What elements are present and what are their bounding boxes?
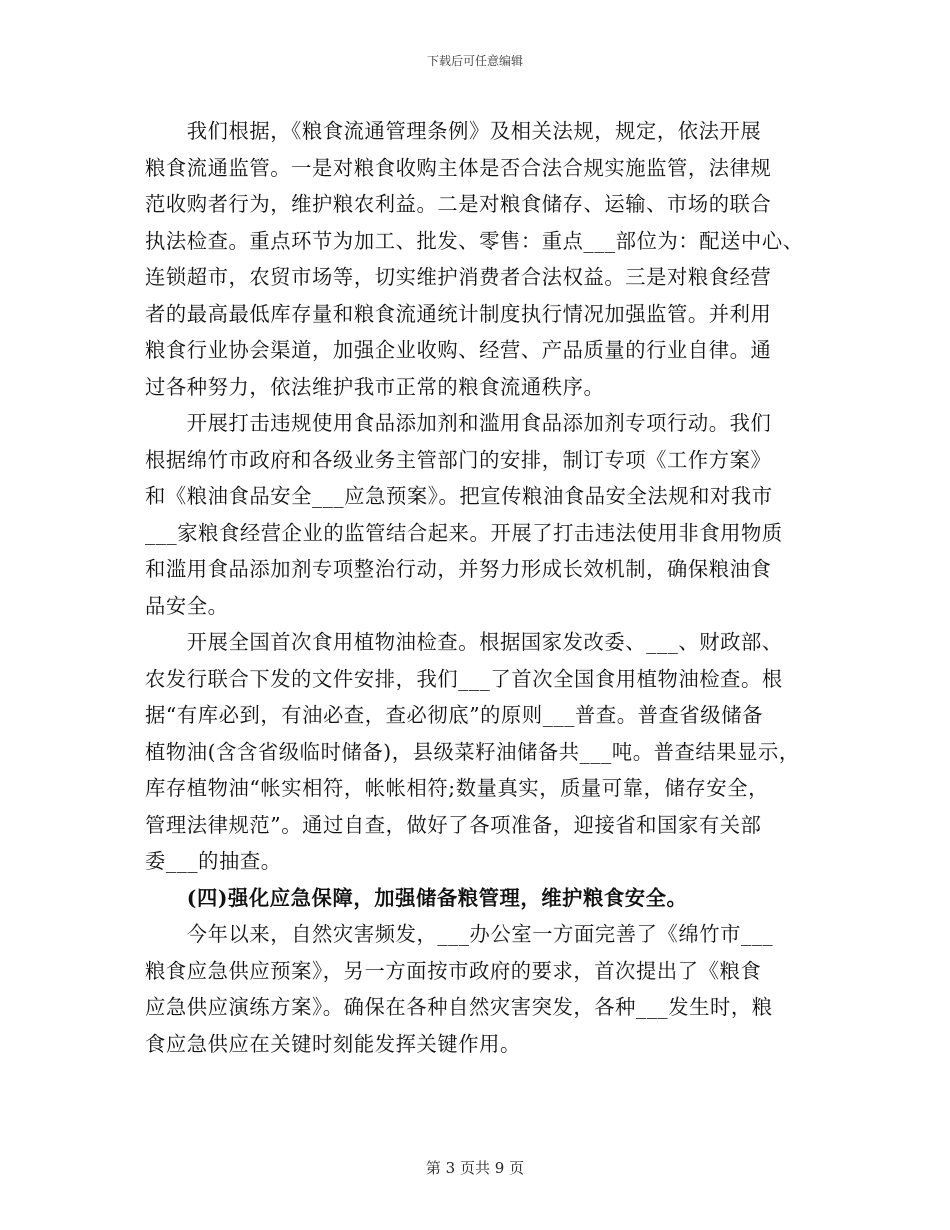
page-header: 下载后可任意编辑 xyxy=(426,54,523,68)
text-line: 粮食行业协会渠道，加强企业收购、经营、产品质量的行业自律。通 xyxy=(145,338,772,362)
text-line: 委___的抽查。 xyxy=(145,849,282,873)
page-footer: 第 3 页共 9 页 xyxy=(425,1159,525,1177)
text-line: 粮食流通监管。一是对粮食收购主体是否合法合规实施监管，法律规 xyxy=(145,155,772,180)
text-line: 开展全国首次食用植物油检查。根据国家发改委、___、财政部、 xyxy=(145,630,783,654)
text-line: 过各种努力，依法维护我市正常的粮食流通秩序。 xyxy=(145,374,605,399)
paragraph xyxy=(145,916,825,1062)
paragraph xyxy=(145,624,825,880)
text-line: 库存植物油“帐实相符，帐帐相符;数量真实，质量可靠，储存安全， xyxy=(145,776,769,800)
text-line: (四)强化应急保障，加强储备粮管理，维护粮食安全。 xyxy=(145,885,688,910)
text-line: 植物油(含含省级临时储备)，县级菜籽油储备共___吨。普查结果显示， xyxy=(145,739,800,764)
text-line: 食应急供应在关键时刻能发挥关键作用。 xyxy=(145,1031,521,1056)
text-line: 范收购者行为，维护粮农利益。二是对粮食储存、运输、市场的联合 xyxy=(145,192,772,216)
text-line: 管理法律规范”。通过自查，做好了各项准备，迎接省和国家有关部 xyxy=(145,812,762,837)
text-line: 者的最高最低库存量和粮食流通统计制度执行情况加强监管。并利用 xyxy=(145,301,772,326)
paragraph xyxy=(145,113,825,405)
text-line: 品安全。 xyxy=(145,593,229,618)
text-line: 粮食应急供应预案》，另一方面按市政府的要求，首次提出了《粮食 xyxy=(145,958,762,983)
paragraph xyxy=(145,405,825,624)
document-body xyxy=(145,113,825,1062)
text-line: 执法检查。重点环节为加工、批发、零售：重点___部位为：配送中心、 xyxy=(145,228,804,253)
text-line: 开展打击违规使用食品添加剂和滥用食品添加剂专项行动。我们 xyxy=(145,411,772,435)
text-line: 连锁超市，农贸市场等，切实维护消费者合法权益。三是对粮食经营 xyxy=(145,265,772,289)
text-line: 应急供应演练方案》。确保在各种自然灾害突发，各种___发生时，粮 xyxy=(145,995,773,1019)
text-line: 据“有库必到，有油必查，查必彻底”的原则___普查。普查省级储备 xyxy=(145,703,763,727)
text-line: 和滥用食品添加剂专项整治行动，并努力形成长效机制，确保粮油食 xyxy=(145,557,772,581)
text-line: 根据绵竹市政府和各级业务主管部门的安排，制订专项《工作方案》 xyxy=(145,447,772,472)
text-line: 我们根据，《粮食流通管理条例》及相关法规，规定，依法开展 xyxy=(145,119,762,143)
text-line: 今年以来，自然灾害频发，___办公室一方面完善了《绵竹市___ xyxy=(145,922,774,946)
text-line: 农发行联合下发的文件安排，我们___了首次全国食用植物油检查。根 xyxy=(145,666,783,691)
section-heading xyxy=(145,880,825,917)
text-line: ___家粮食经营企业的监管结合起来。开展了打击违法使用非食用物质 xyxy=(145,520,783,545)
text-line: 和《粮油食品安全___应急预案》。把宣传粮油食品安全法规和对我市 xyxy=(145,484,773,508)
